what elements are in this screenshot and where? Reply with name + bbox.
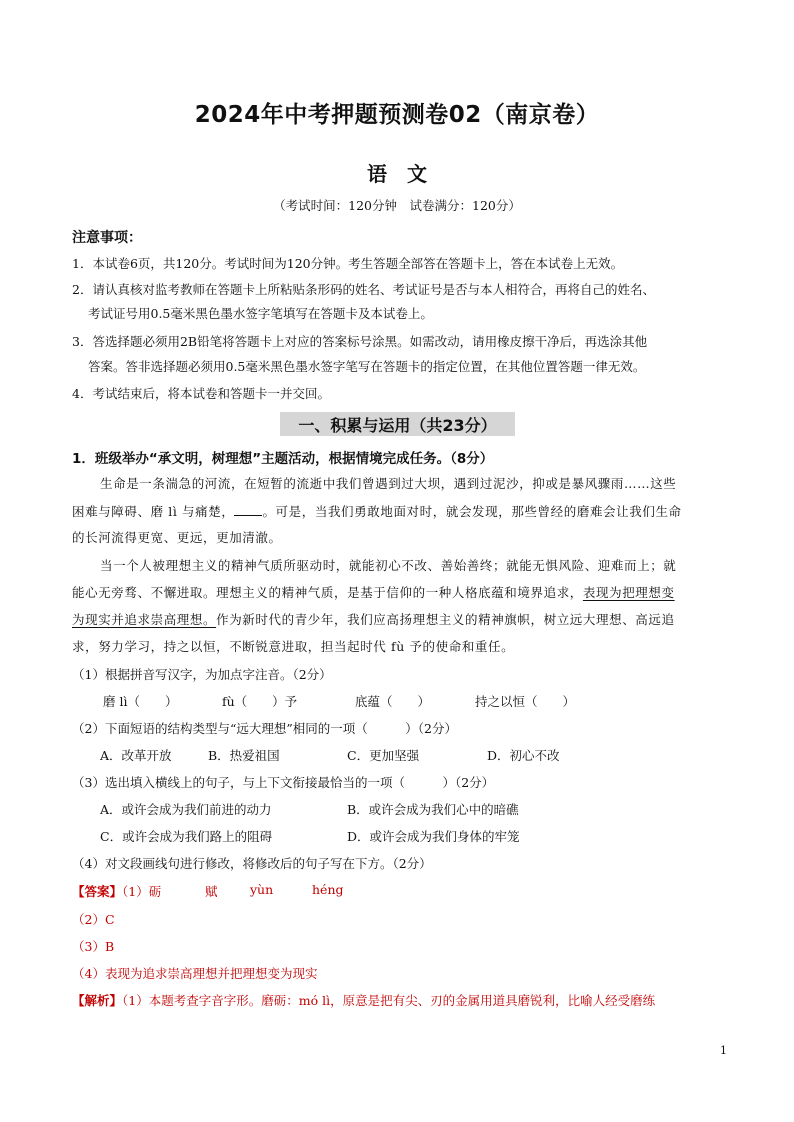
analysis-text: （1）本题考查字音字形。磨砺：mó lì，原意是把有尖、刃的金属用道具磨锐利，比喻人经受磨练 (122, 993, 656, 1008)
passage-1-line-1: 生命是一条湍急的河流，在短暂的流逝中我们曾遇到过大坝，遇到过泥沙，抑或是暴风骤雨……这些 (100, 476, 677, 491)
sub2-option-b: B．热爱祖国 (208, 748, 280, 763)
sub1-item-3: 底蕴（ ） (355, 694, 431, 709)
notice-line-2-cont: 考试证号用0.5毫米黑色墨水签字笔填写在答题卡及本试卷上。 (88, 306, 433, 321)
sub1-item-4: 持之以恒（ ） (475, 694, 576, 709)
sub1-item-2: fù（ ）予 (222, 694, 298, 709)
sub3-option-c: C．或许会成为我们路上的阻碍 (100, 829, 273, 844)
section-title: 一、积累与运用（共23分） (298, 416, 497, 435)
notice-line-2: 2．请认真核对监考教师在答题卡上所粘贴条形码的姓名、考试证号是否与本人相符合，再将自己的姓名、 (72, 282, 655, 297)
analysis-line (72, 991, 655, 1009)
passage-2-line-2 (72, 583, 675, 601)
answer-line-1 (72, 882, 161, 900)
exam-meta: （考试时间：120分钟 试卷满分：120分） (273, 198, 521, 213)
answer-tag: 【答案】 (72, 884, 123, 899)
page-number: 1 (720, 1044, 727, 1057)
sub2-option-d: D．初心不改 (487, 748, 560, 763)
notice-line-3: 3．答选择题必须用2B铅笔将答题卡上对应的答案标号涂黑。如需改动，请用橡皮擦干净后，再选涂其他 (72, 334, 648, 349)
answer-1-a: （1）砺 (122, 884, 162, 899)
sub3-option-a: A．或许会成为我们前进的动力 (100, 802, 272, 817)
answer-1-b: 赋 (205, 884, 218, 899)
sub3-option-b: B．或许会成为我们心中的暗礁 (347, 802, 519, 817)
question-1-stem: 1．班级举办“承文明，树理想”主题活动，根据情境完成任务。（8分） (72, 451, 494, 467)
notice-line-1: 1．本试卷6页，共120分。考试时间为120分钟。考生答题全部答在答题卡上，答在本试卷上无效。 (72, 256, 624, 271)
passage-2-line-4: 求，努力学习，持之以恒，不断锐意进取，担当起时代 fù 予的使命和重任。 (72, 639, 515, 654)
passage-1-line-2-b: 。可是，当我们勇敢地面对时，就会发现，那些曾经的磨难会让我们生命 (262, 504, 682, 519)
passage-2-line-3-b: 作为新时代的青少年，我们应高扬理想主义的精神旗帜，树立远大理想、高远追 (216, 612, 675, 627)
paper-title: 2024年中考押题预测卷02（南京卷） (194, 102, 600, 128)
answer-1-c: yùn (250, 882, 274, 897)
answer-4: （4）表现为追求崇高理想并把理想变为现实 (72, 966, 318, 981)
notice-heading: 注意事项： (72, 230, 142, 246)
underlined-sentence-part-2: 为现实并追求崇高理想。 (72, 612, 217, 627)
answer-1-d: héng (312, 882, 344, 897)
sub1-item-1: 磨 lì（ ） (103, 694, 178, 709)
passage-1-line-2 (72, 502, 682, 520)
passage-2-line-3 (72, 610, 675, 628)
notice-line-3-cont: 答案。答非选择题必须用0.5毫米黑色墨水签字笔写在答题卡的指定位置，在其他位置答题一律无效。 (88, 359, 646, 374)
passage-2-line-2-a: 能心无旁骛、不懈进取。理想主义的精神气质，是基于信仰的一种人格底蕴和境界追求， (72, 585, 583, 600)
sub-question-2: （2）下面短语的结构类型与“远大理想”相同的一项（ ）（2分） (72, 721, 457, 736)
passage-2-line-1: 当一个人被理想主义的精神气质所驱动时，就能初心不改、善始善终；就能无惧风险、迎难而上；就 (100, 558, 677, 573)
sub-question-4: （4）对文段画线句进行修改，将修改后的句子写在下方。（2分） (72, 856, 432, 871)
notice-line-4: 4．考试结束后，将本试卷和答题卡一并交回。 (72, 386, 330, 401)
sub-question-3: （3）选出填入横线上的句子，与上下文衔接最恰当的一项（ ）（2分） (72, 775, 495, 790)
passage-1-line-2-a: 困难与障碍、磨 lì 与痛楚， (72, 504, 235, 519)
answer-2: （2）C (72, 912, 115, 927)
sub2-option-c: C．更加坚强 (347, 748, 420, 763)
analysis-tag: 【解析】 (72, 993, 123, 1008)
answer-3: （3）B (72, 939, 115, 954)
subject-title: 语 文 (367, 162, 427, 186)
sub2-option-a: A．改革开放 (100, 748, 172, 763)
sub3-option-d: D．或许会成为我们身体的牢笼 (347, 829, 520, 844)
passage-1-line-3: 的长河流得更宽、更远，更加清澈。 (72, 530, 282, 545)
underlined-sentence-part-1: 表现为把理想变 (582, 585, 675, 600)
sub-question-1: （1）根据拼音写汉字，为加点字注音。（2分） (72, 667, 332, 682)
fill-blank (234, 503, 262, 516)
